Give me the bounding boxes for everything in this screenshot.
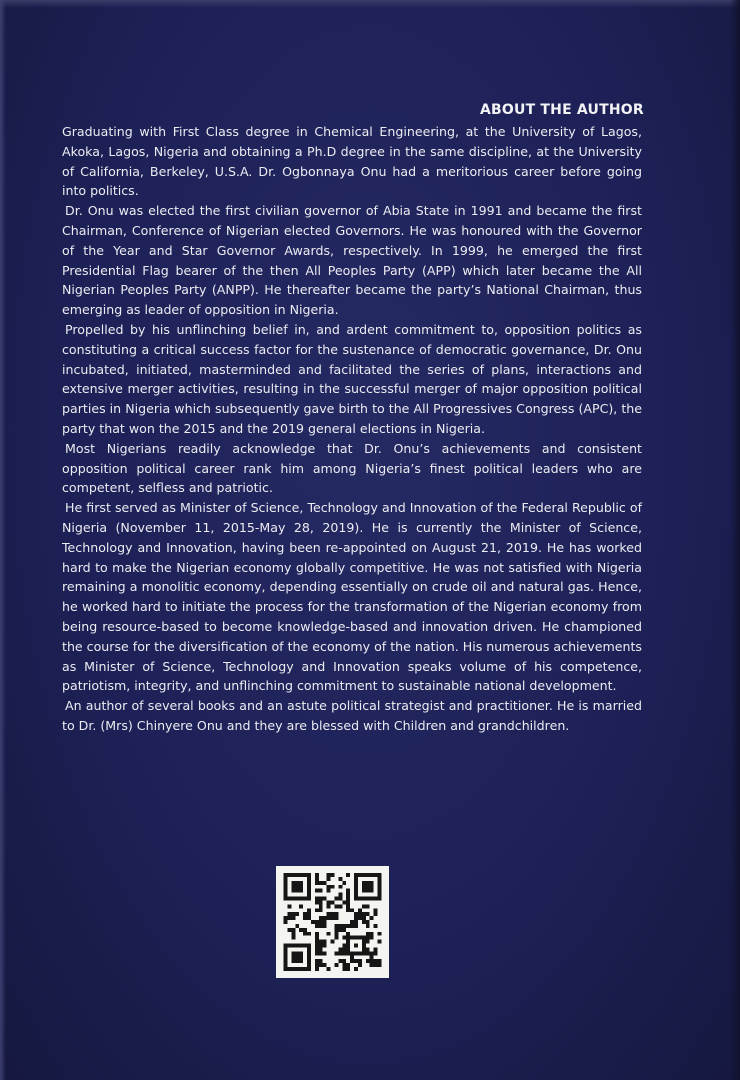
- bio-paragraph-personal: An author of several books and an astute political strategist and practitioner. He is married to Dr. (Mrs) Chinyere Onu and they are blessed with Children and grandchildren.: [62, 698, 642, 733]
- qr-code-icon: [283, 873, 382, 971]
- section-heading: ABOUT THE AUTHOR: [480, 102, 644, 118]
- bio-paragraph-ministry: He first served as Minister of Science, Technology and Innovation of the Federal Republic of Nigeria (November 11, 2015-May 28, 2019). He is currently the Minister of Science, Technology and Innovation, having been re-appointed on August 21, 2019. He has worked hard to make the Nigerian economy globally competitive. He was not satisfied with Nigeria remaining a monolitic economy, depending essentially on crude oil and natural gas. Hence, he worked hard to initiate the process for the transformation of the Nigerian economy from being resource-based to become knowledge-based and innovation driven. He championed the course for the diversification of the economy of the nation. His numerous achievements as Minister of Science, Technology and Innovation speaks volume of his competence, patriotism, integrity, and unflinching commitment to sustainable national development.: [62, 500, 642, 694]
- qr-code: [276, 866, 389, 978]
- bio-paragraph-education: Graduating with First Class degree in Chemical Engineering, at the University of Lagos, Akoka, Lagos, Nigeria and obtaining a Ph.D degree in the same discipline, at the University of California, Berkeley, U.S.A. Dr. Ogbonnaya Onu had a meritorious career before going into politics.: [62, 124, 642, 199]
- bio-paragraph-reputation: Most Nigerians readily acknowledge that Dr. Onu’s achievements and consistent opposition political career rank him among Nigeria’s finest political leaders who are competent, selfless and patriotic.: [62, 440, 642, 496]
- bio-paragraph-opposition-merger: Propelled by his unflinching belief in, and ardent commitment to, opposition politics as constituting a critical success factor for the sustenance of democratic governance, Dr. Onu incubated, initiated, masterminded and facilitated the series of plans, interactions and extensive merger activities, resulting in the successful merger of major opposition political parties in Nigeria which subsequently gave birth to the All Progressives Congress (APC), the party that won the 2015 and the 2019 general elections in Nigeria.: [62, 321, 642, 436]
- cover-edge-top: [0, 0, 740, 8]
- author-biography: [62, 122, 642, 736]
- cover-edge-right: [730, 0, 740, 1080]
- cover-edge-left: [0, 0, 6, 1080]
- bio-paragraph-governorship: Dr. Onu was elected the first civilian governor of Abia State in 1991 and became the first Chairman, Conference of Nigerian elected Governors. He was honoured with the Governor of the Year and Star Governor Awards, respectively. In 1999, he emerged the first Presidential Flag bearer of the then All Peoples Party (APP) which later became the All Nigerian Peoples Party (ANPP). He thereafter became the party’s National Chairman, thus emerging as leader of opposition in Nigeria.: [62, 203, 642, 318]
